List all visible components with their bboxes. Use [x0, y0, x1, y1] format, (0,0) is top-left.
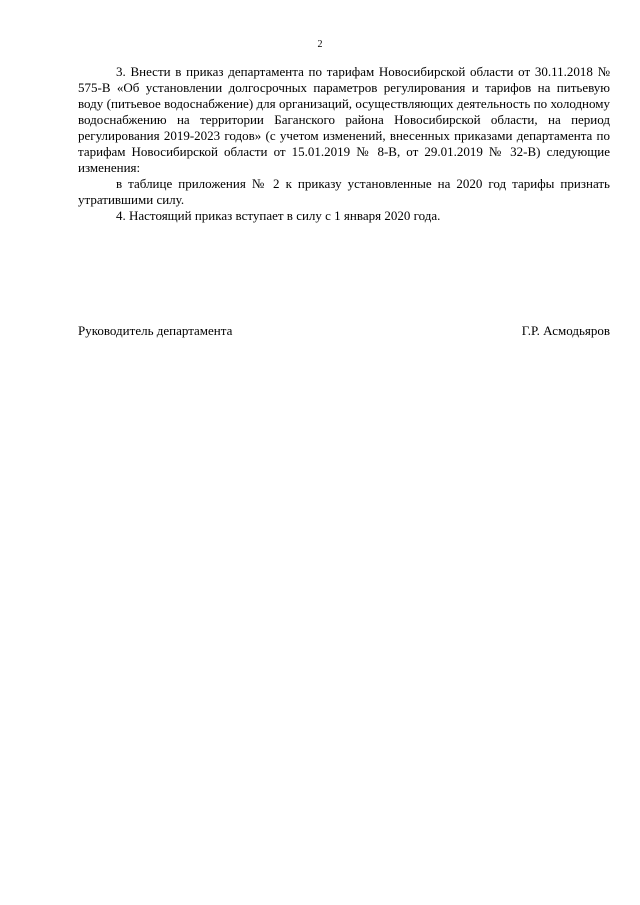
paragraph-item-3: 3. Внести в приказ департамента по тарифам Новосибирской области от 30.11.2018 № 575-В «Об установлении долгосрочных параметров регулирования и тарифов на питьевую воду (питьевое водоснабжение) для организаций, осуществляющих деятельность по холодному водоснабжению на территории Баганского района Новосибирской области, на период регулирования 2019-2023 годов» (с учетом изменений, внесенных приказами департамента по тарифам Новосибирской области от 15.01.2019 № 8-В, от 29.01.2019 № 32-В) следующие изменения:	[78, 64, 610, 175]
signature-block	[78, 323, 610, 339]
paragraph-table-amendment: в таблице приложения № 2 к приказу установленные на 2020 год тарифы признать утратившими силу.	[78, 176, 610, 207]
signatory-name: Г.Р. Асмодьяров	[521, 323, 610, 338]
paragraph-item-4: 4. Настоящий приказ вступает в силу с 1 января 2020 года.	[116, 208, 441, 223]
page-number: 2	[317, 39, 323, 50]
signatory-position: Руководитель департамента	[78, 323, 233, 338]
document-body	[78, 64, 610, 224]
